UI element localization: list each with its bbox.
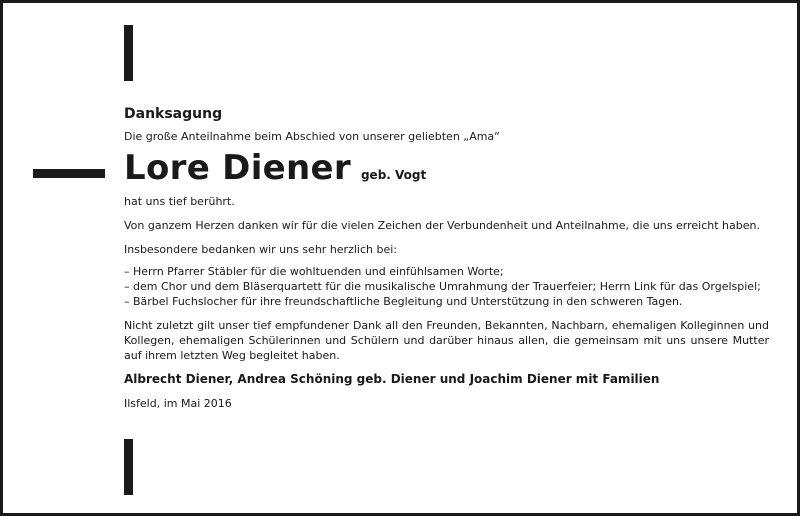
- signature: Albrecht Diener, Andrea Schöning geb. Diener und Joachim Diener mit Familien: [124, 372, 660, 386]
- maiden-name: geb. Vogt: [360, 168, 427, 182]
- deceased-name: Lore Diener: [124, 148, 351, 188]
- list-item: – Herrn Pfarrer Stäbler für die wohltuenden und einfühlsamen Worte;: [124, 265, 504, 278]
- name-row: [124, 148, 769, 192]
- thanks-paragraph: Von ganzem Herzen danken wir für die vielen Zeichen der Verbundenheit und Anteilnahme, die uns erreicht haben.: [124, 219, 760, 232]
- notice-heading: Danksagung: [124, 106, 223, 122]
- list-item: – dem Chor und dem Bläserquartett für die musikalische Umrahmung der Trauerfeier; Herrn Link für das Orgelspiel;: [124, 280, 761, 293]
- list-item: – Bärbel Fuchslocher für ihre freundschaftliche Begleitung und Unterstützung in den schweren Tagen.: [124, 295, 683, 308]
- thanks-list: [124, 264, 769, 309]
- decorative-bar-top: [124, 25, 133, 81]
- touched-line: hat uns tief berührt.: [124, 195, 235, 208]
- place-date: Ilsfeld, im Mai 2016: [124, 397, 232, 410]
- decorative-bar-left: [33, 169, 105, 178]
- intro-line: Die große Anteilnahme beim Abschied von unserer geliebten „Ama“: [124, 130, 500, 143]
- special-thanks-intro: Insbesondere bedanken wir uns sehr herzlich bei:: [124, 243, 397, 256]
- closing-paragraph: Nicht zuletzt gilt unser tief empfundener Dank all den Freunden, Bekannten, Nachbarn, ehemaligen Kolleginnen und Kollegen, ehemaligen Schülerinnen und Schülern und darüber hinaus allen, die gemeinsam mit uns unsere Mutter auf ihrem letzten Weg begleitet haben.: [124, 319, 769, 362]
- decorative-bar-bottom: [124, 439, 133, 495]
- notice-content: [124, 105, 769, 411]
